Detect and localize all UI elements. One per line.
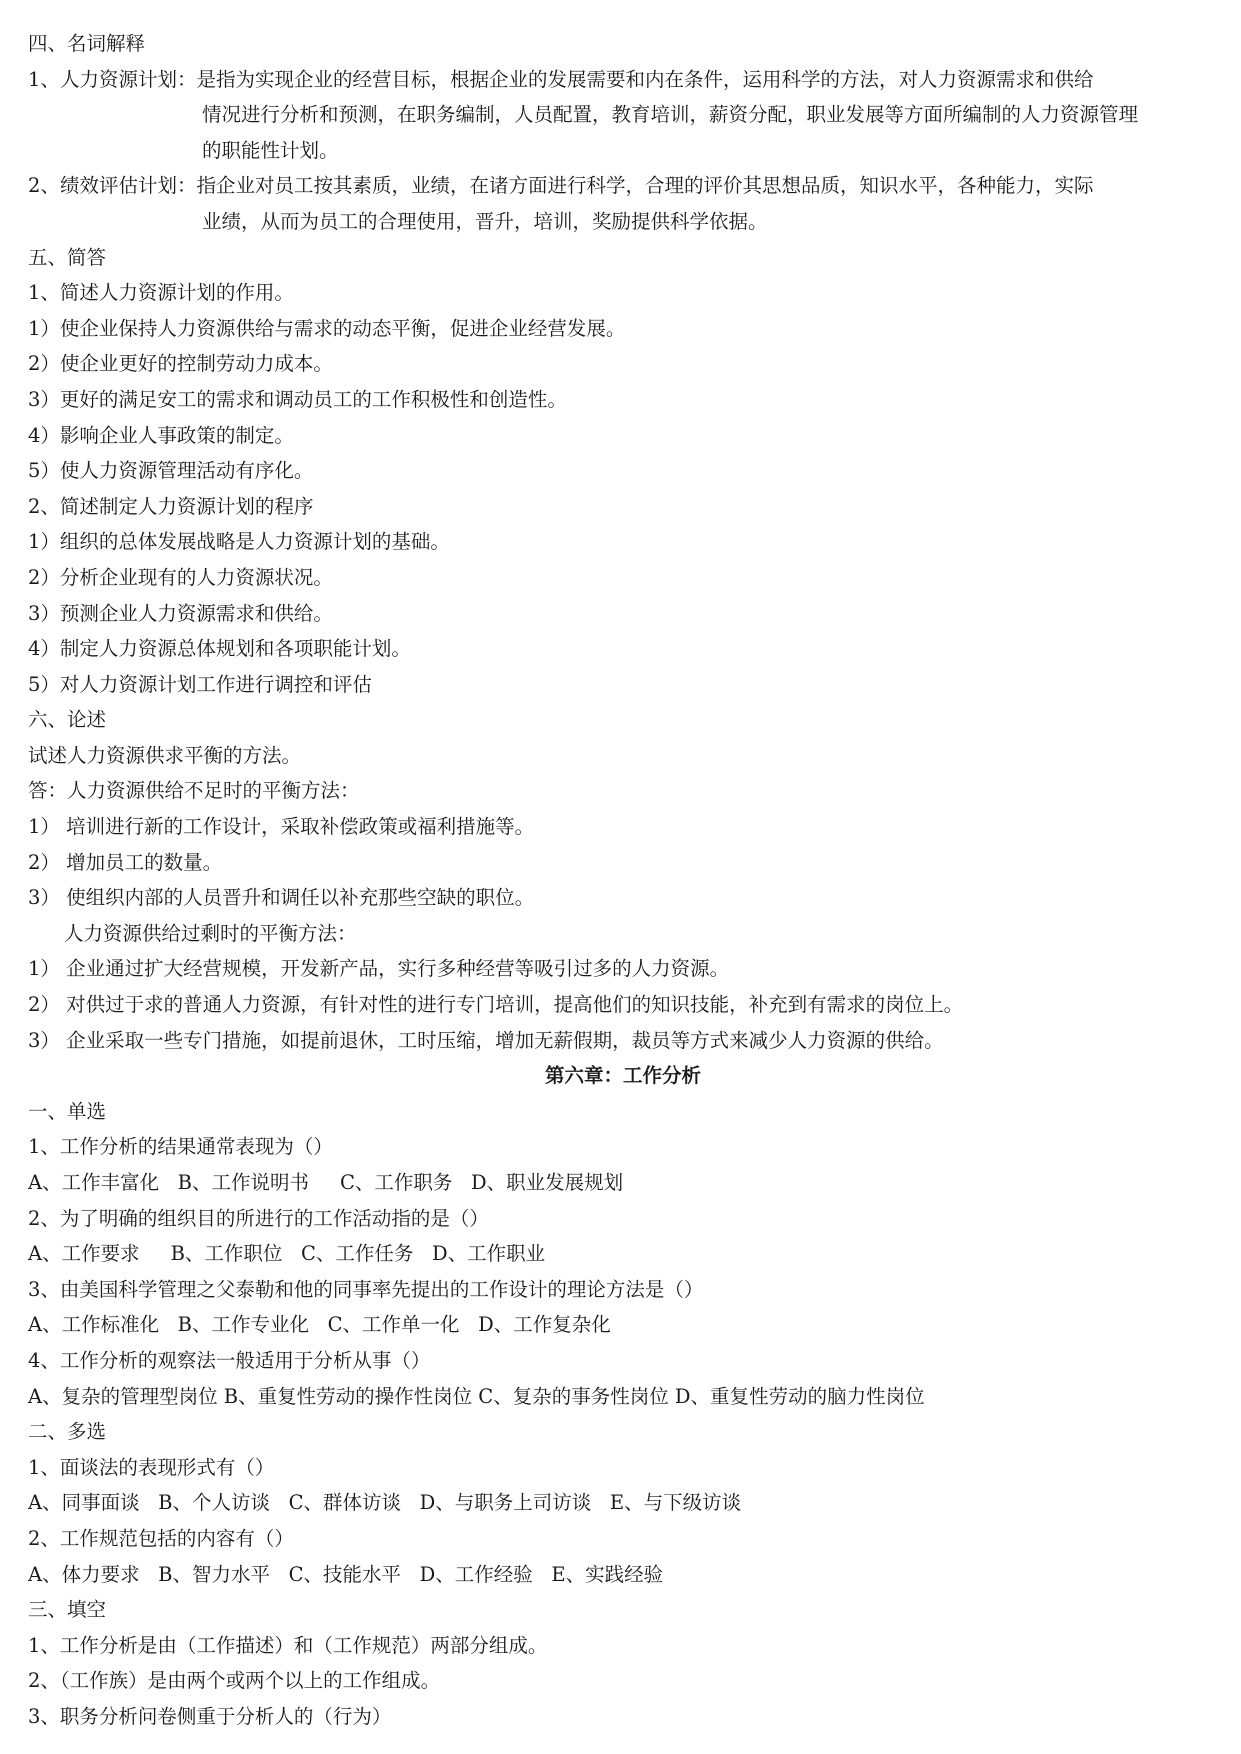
definition-first-line: 人力资源计划：是指为实现企业的经营目标，根据企业的发展需要和内在条件，运用科学的方法，对人力资源需求和供给 <box>60 67 1094 91</box>
text-line: 2）使企业更好的控制劳动力成本。 <box>28 352 333 376</box>
text-line: 3） 使组织内部的人员晋升和调任以补充那些空缺的职位。 <box>28 886 535 910</box>
text-line: 4）影响企业人事政策的制定。 <box>28 423 294 447</box>
definition-number: 2、 <box>28 174 60 198</box>
document-page <box>28 26 1218 1735</box>
text-line: 3、职务分析问卷侧重于分析人的（行为） <box>28 1704 392 1728</box>
text-line: 1、简述人力资源计划的作用。 <box>28 281 294 305</box>
text-line: 3）更好的满足安工的需求和调动员工的工作积极性和创造性。 <box>28 387 567 411</box>
definition-first-line: 绩效评估计划：指企业对员工按其素质，业绩，在诸方面进行科学，合理的评价其思想品质，知识水平，各种能力，实际 <box>60 174 1094 198</box>
section-heading-multiple-choice: 二、多选 <box>28 1420 107 1444</box>
text-line: 3） 企业采取一些专门措施，如提前退休，工时压缩，增加无薪假期，裁员等方式来减少人力资源的供给。 <box>28 1028 944 1052</box>
options-line: A、同事面谈 B、个人访谈 C、群体访谈 D、与职务上司访谈 E、与下级访谈 <box>28 1491 742 1515</box>
text-line: 3）预测企业人力资源需求和供给。 <box>28 601 333 625</box>
section-heading-short-answer: 五、简答 <box>28 245 107 269</box>
definition-continuation: 情况进行分析和预测，在职务编制，人员配置，教育培训，薪资分配，职业发展等方面所编制的人力资源管理 <box>202 103 1139 127</box>
question-line: 4、工作分析的观察法一般适用于分析从事（） <box>28 1348 431 1372</box>
text-line: 2、（工作族）是由两个或两个以上的工作组成。 <box>28 1669 441 1693</box>
text-line: 2）分析企业现有的人力资源状况。 <box>28 565 333 589</box>
essay-surplus-intro: 人力资源供给过剩时的平衡方法： <box>64 921 357 945</box>
section-heading-single-choice: 一、单选 <box>28 1099 107 1123</box>
question-line: 1、面谈法的表现形式有（） <box>28 1455 275 1479</box>
text-line: 1） 培训进行新的工作设计，采取补偿政策或福利措施等。 <box>28 815 535 839</box>
text-line: 1）使企业保持人力资源供给与需求的动态平衡，促进企业经营发展。 <box>28 316 626 340</box>
text-line: 2、简述制定人力资源计划的程序 <box>28 494 314 518</box>
options-line: A、体力要求 B、智力水平 C、技能水平 D、工作经验 E、实践经验 <box>28 1562 664 1586</box>
options-line: A、工作要求 B、工作职位 C、工作任务 D、工作职业 <box>28 1242 546 1266</box>
essay-question: 试述人力资源供求平衡的方法。 <box>28 743 302 767</box>
question-line: 1、工作分析的结果通常表现为（） <box>28 1135 333 1159</box>
text-line: 5）对人力资源计划工作进行调控和评估 <box>28 672 372 696</box>
definition-number: 1、 <box>28 67 60 91</box>
question-line: 3、由美国科学管理之父泰勒和他的同事率先提出的工作设计的理论方法是（） <box>28 1277 704 1301</box>
text-line: 1）组织的总体发展战略是人力资源计划的基础。 <box>28 530 450 554</box>
text-line: 4）制定人力资源总体规划和各项职能计划。 <box>28 637 411 661</box>
chapter-title: 第六章：工作分析 <box>544 1064 701 1088</box>
question-line: 2、工作规范包括的内容有（） <box>28 1526 294 1550</box>
essay-answer-intro: 答：人力资源供给不足时的平衡方法： <box>28 779 360 803</box>
options-line: A、工作标准化 B、工作专业化 C、工作单一化 D、工作复杂化 <box>28 1313 611 1337</box>
definition-item <box>28 168 1218 239</box>
text-line: 2） 对供过于求的普通人力资源，有针对性的进行专门培训，提高他们的知识技能，补充到有需求的岗位上。 <box>28 993 964 1017</box>
text-line: 2） 增加员工的数量。 <box>28 850 223 874</box>
definition-continuation: 业绩，从而为员工的合理使用，晋升，培训，奖励提供科学依据。 <box>202 209 768 233</box>
section-heading-terms: 四、名词解释 <box>28 32 146 55</box>
text-line: 1） 企业通过扩大经营规模，开发新产品，实行多种经营等吸引过多的人力资源。 <box>28 957 730 981</box>
question-line: 2、为了明确的组织目的所进行的工作活动指的是（） <box>28 1206 489 1230</box>
definition-item <box>28 62 1218 169</box>
section-heading-fill-in: 三、填空 <box>28 1598 107 1622</box>
options-line: A、复杂的管理型岗位 B、重复性劳动的操作性岗位 C、复杂的事务性岗位 D、重复性劳动的脑力性岗位 <box>28 1384 925 1408</box>
text-line: 1、工作分析是由（工作描述）和（工作规范）两部分组成。 <box>28 1633 548 1657</box>
text-line: 5）使人力资源管理活动有序化。 <box>28 459 314 483</box>
options-line: A、工作丰富化 B、工作说明书 C、工作职务 D、职业发展规划 <box>28 1171 624 1194</box>
section-heading-essay: 六、论述 <box>28 708 107 732</box>
definition-continuation: 的职能性计划。 <box>202 138 339 162</box>
